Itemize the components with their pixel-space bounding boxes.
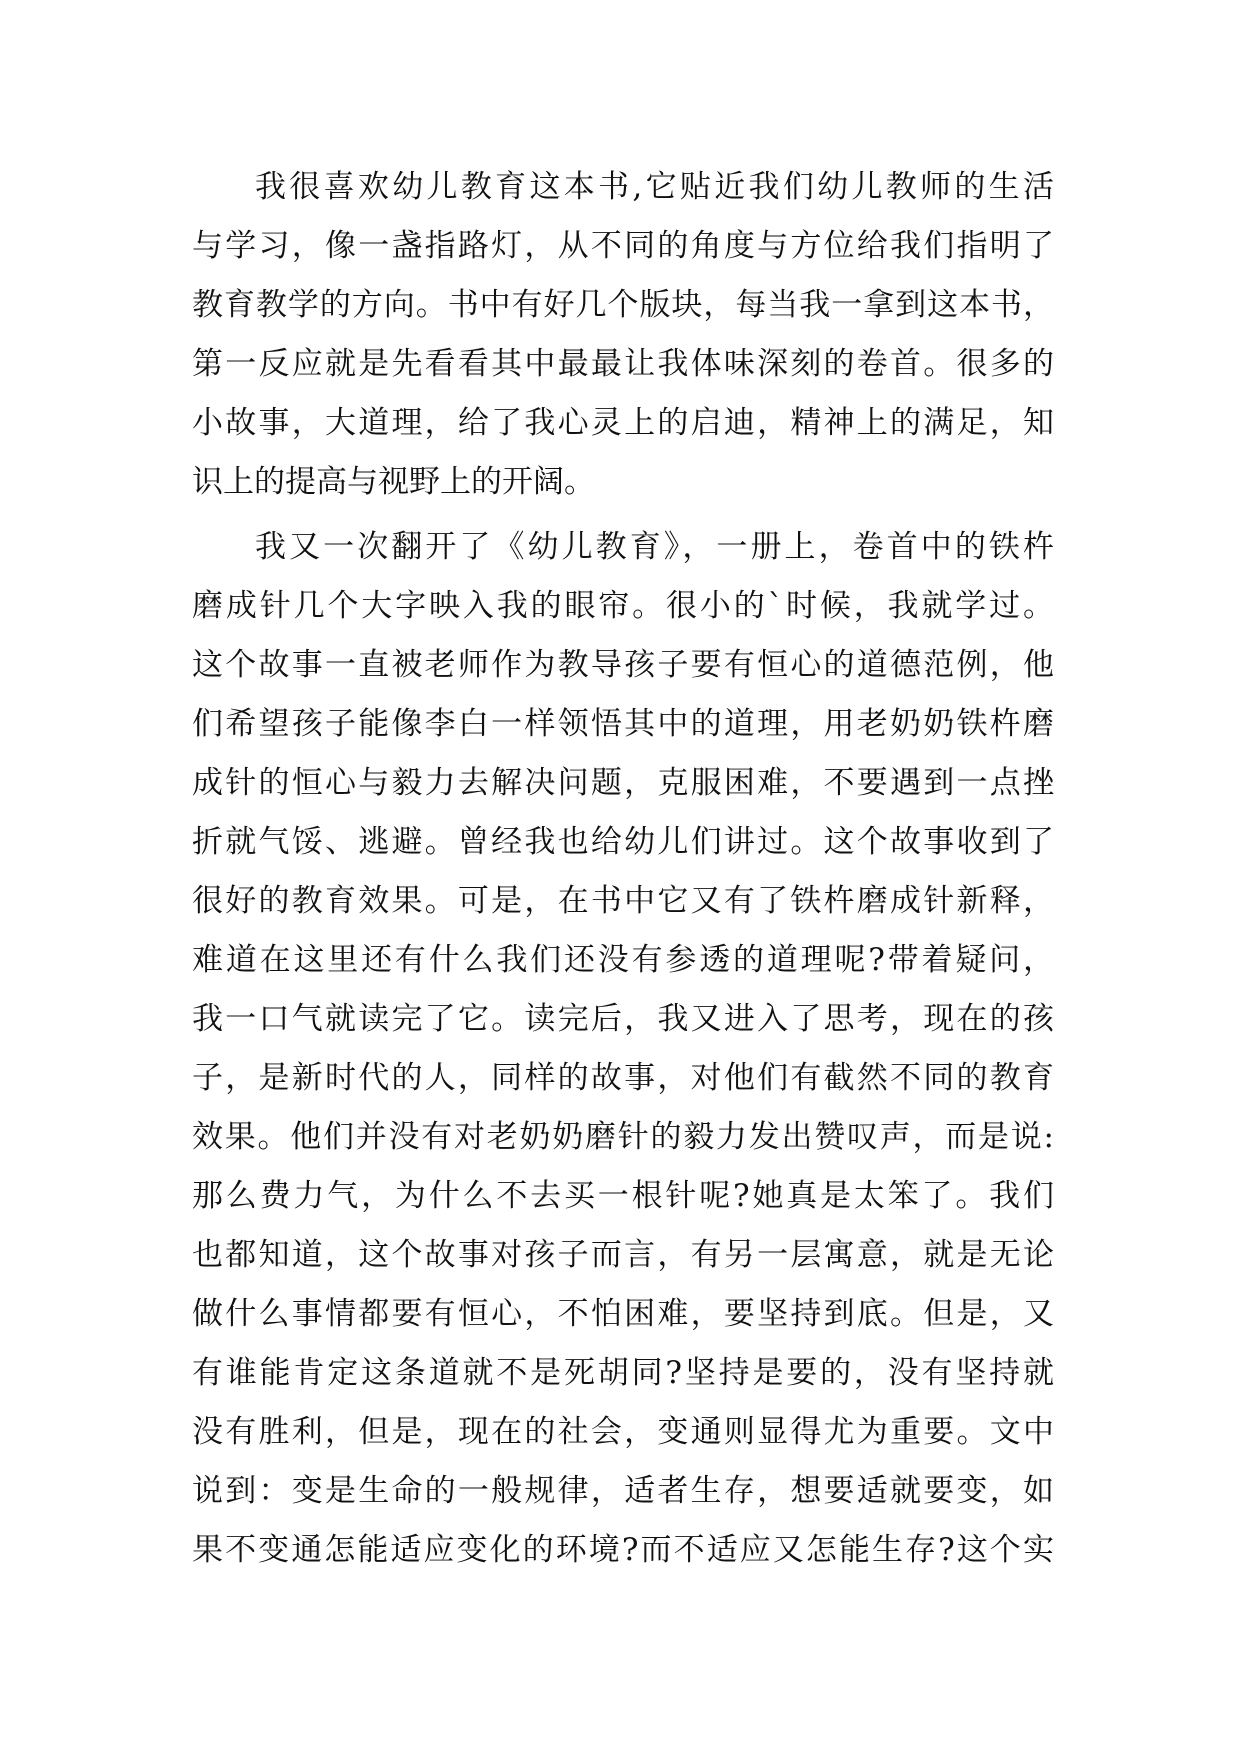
text-line: 折就气馁、逃避。曾经我也给幼儿们讲过。这个故事收到了 [192, 824, 1054, 860]
text-line: 这个故事一直被老师作为教导孩子要有恒心的道德范例，他 [192, 647, 1054, 683]
text-line: 小故事，大道理，给了我心灵上的启迪，精神上的满足，知 [192, 405, 1054, 441]
body-text [192, 158, 1054, 1586]
text-line: 做什么事情都要有恒心，不怕困难，要坚持到底。但是，又 [192, 1296, 1054, 1332]
text-line: 我一口气就读完了它。读完后，我又进入了思考，现在的孩 [192, 1001, 1054, 1037]
text-line: 成针的恒心与毅力去解决问题，克服困难，不要遇到一点挫 [192, 765, 1054, 801]
paragraph-1 [192, 158, 1054, 512]
text-line: 我很喜欢幼儿教育这本书,它贴近我们幼儿教师的生活 [255, 169, 1054, 205]
text-line: 与学习，像一盏指路灯，从不同的角度与方位给我们指明了 [192, 228, 1054, 264]
text-line: 那么费力气，为什么不去买一根针呢?她真是太笨了。我们 [192, 1178, 1054, 1214]
text-line: 没有胜利，但是，现在的社会，变通则显得尤为重要。文中 [192, 1414, 1054, 1450]
text-line: 第一反应就是先看看其中最最让我体味深刻的卷首。很多的 [192, 346, 1054, 382]
text-line: 难道在这里还有什么我们还没有参透的道理呢?带着疑问， [192, 942, 1054, 978]
text-line: 有谁能肯定这条道就不是死胡同?坚持是要的，没有坚持就 [192, 1355, 1054, 1391]
text-line: 很好的教育效果。可是，在书中它又有了铁杵磨成针新释， [192, 883, 1054, 919]
text-line: 磨成针几个大字映入我的眼帘。很小的`时候，我就学过。 [192, 588, 1054, 624]
text-line: 子，是新时代的人，同样的故事，对他们有截然不同的教育 [192, 1060, 1054, 1096]
text-line: 教育教学的方向。书中有好几个版块，每当我一拿到这本书， [192, 287, 1054, 323]
text-line: 果不变通怎能适应变化的环境?而不适应又怎能生存?这个实 [192, 1532, 1054, 1568]
paragraph-2 [192, 518, 1054, 1580]
text-line: 识上的提高与视野上的开阔。 [192, 464, 595, 500]
text-line: 也都知道，这个故事对孩子而言，有另一层寓意，就是无论 [192, 1237, 1054, 1273]
text-line: 效果。他们并没有对老奶奶磨针的毅力发出赞叹声，而是说: [192, 1119, 1054, 1155]
text-line: 说到：变是生命的一般规律，适者生存，想要适就要变，如 [192, 1473, 1054, 1509]
text-line: 我又一次翻开了《幼儿教育》，一册上，卷首中的铁杵 [255, 529, 1054, 565]
text-line: 们希望孩子能像李白一样领悟其中的道理，用老奶奶铁杵磨 [192, 706, 1054, 742]
